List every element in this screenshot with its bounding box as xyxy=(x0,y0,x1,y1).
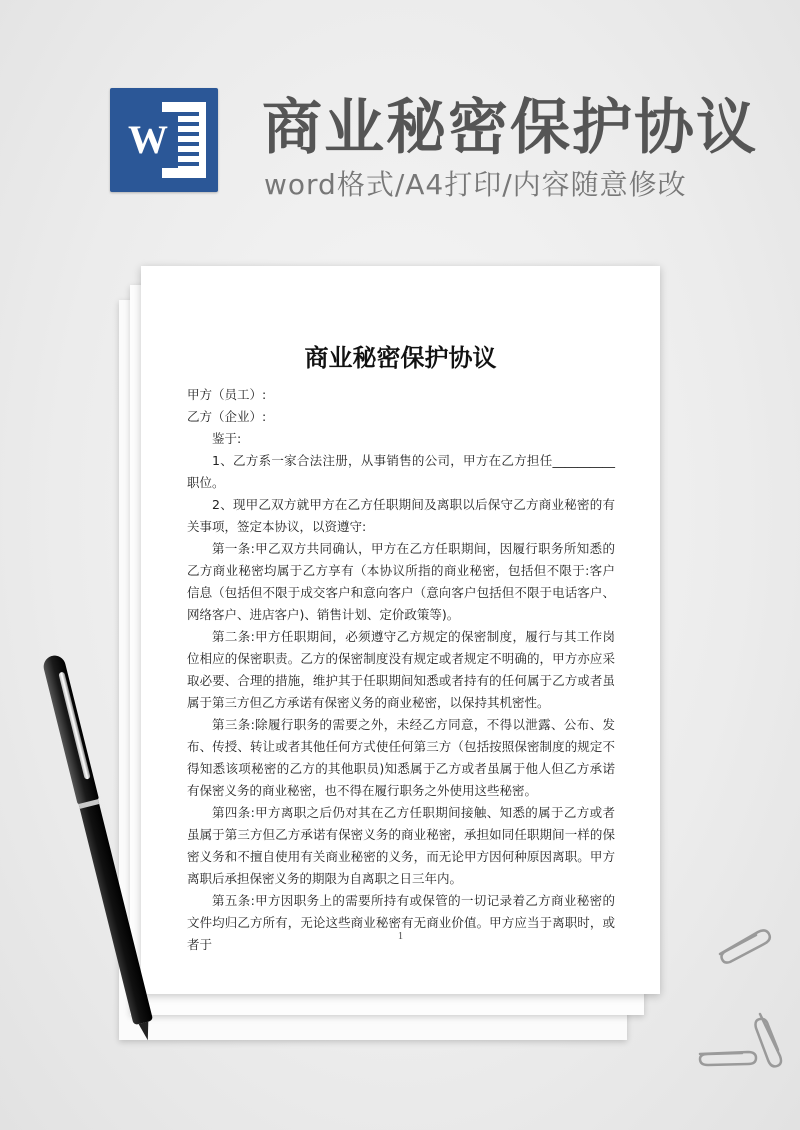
article-1: 第一条:甲乙双方共同确认，甲方在乙方任职期间，因履行职务所知悉的乙方商业秘密均属于乙方享有（本协议所指的商业秘密，包括但不限于:客户信息（包括但不限于成交客户和意向客户（意向客户包括但不限于电话客户、网络客户、进店客户)、销售计划、定价政策等)。 xyxy=(187,541,615,622)
party-b-line: 乙方（企业）: xyxy=(187,409,267,424)
article-3: 第三条:除履行职务的需要之外，未经乙方同意，不得以泄露、公布、发布、传授、转让或者其他任何方式使任何第三方（包括按照保密制度的规定不得知悉该项秘密的乙方的其他职员)知悉属于乙方或者虽属于他人但乙方承诺有保密义务的商业秘密，也不得在履行职务之外使用这些秘密。 xyxy=(187,717,615,798)
article-4: 第四条:甲方离职之后仍对其在乙方任职期间接触、知悉的属于乙方或者虽属于第三方但乙方承诺有保密义务的商业秘密，承担如同任职期间一样的保密义务和不擅自使用有关商业秘密的义务，而无论甲方因何种原因离职。甲方离职后承担保密义务的期限为自离职之日三年内。 xyxy=(187,805,615,886)
logo-letter: W xyxy=(118,112,178,168)
pen-cap xyxy=(41,653,99,804)
paperclip-icon xyxy=(714,924,774,964)
page-number: 1 xyxy=(398,931,403,942)
clause-paragraph: 1、乙方系一家合法注册，从事销售的公司，甲方在乙方担任__________职位。 xyxy=(187,453,615,490)
paperclip-icon xyxy=(696,1040,760,1070)
article-5: 第五条:甲方因职务上的需要所持有或保管的一切记录着乙方商业秘密的文件均归乙方所有，无论这些商业秘密有无商业价值。甲方应当于离职时，或者于 xyxy=(187,893,615,952)
document-title: 商业秘密保护协议 xyxy=(304,344,497,372)
document-body xyxy=(187,384,615,956)
whereas-line: 鉴于: xyxy=(212,431,242,446)
party-a-line: 甲方（员工）: xyxy=(187,387,267,402)
page-title: 商业秘密保护协议 xyxy=(262,93,758,163)
page-subtitle: word格式/A4打印/内容随意修改 xyxy=(264,168,687,201)
article-2: 第二条:甲方任职期间，必须遵守乙方规定的保密制度，履行与其工作岗位相应的保密职责。乙方的保密制度没有规定或者规定不明确的，甲方亦应采取必要、合理的措施，维护其于任职期间知悉或者持有的任何属于乙方或者虽属于第三方但乙方承诺有保密义务的商业秘密，以保持其机密性。 xyxy=(187,629,615,710)
document-page xyxy=(141,266,660,994)
word-logo-icon xyxy=(110,88,218,192)
clause-paragraph: 2、现甲乙双方就甲方在乙方任职期间及离职以后保守乙方商业秘密的有关事项，签定本协议，以资遵守: xyxy=(187,497,615,534)
